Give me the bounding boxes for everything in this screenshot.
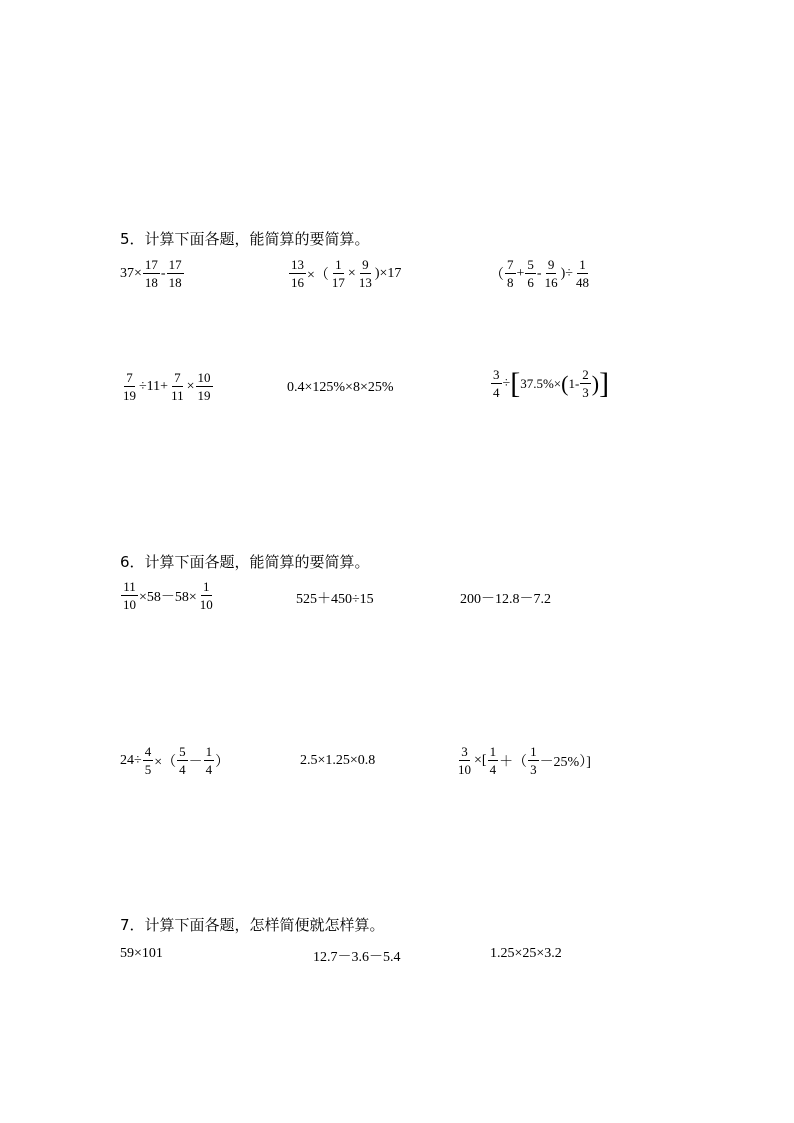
fraction [204, 745, 215, 776]
text: ×（ [154, 754, 177, 770]
numerator: 1 [579, 257, 586, 272]
denominator: 48 [575, 275, 589, 290]
denominator: 4 [493, 385, 500, 400]
section-5-heading: 5．计算下面各题，能简算的要简算。 [120, 230, 370, 248]
fraction [543, 258, 560, 289]
fraction [198, 580, 215, 611]
denominator: 10 [199, 597, 213, 612]
problem-5-4 [120, 371, 214, 402]
text: ＋（ [499, 754, 528, 770]
text: ×58－58× [139, 589, 197, 605]
text: 12.7－3.6－5.4 [313, 950, 401, 965]
text: 200－12.8－7.2 [460, 592, 551, 607]
text: × [186, 378, 195, 394]
text: 59×101 [120, 946, 163, 961]
numerator: 1 [489, 744, 497, 759]
text: 1.25×25×3.2 [490, 946, 562, 961]
numerator: 7 [174, 370, 181, 385]
numerator: 9 [547, 257, 555, 272]
numerator: 10 [197, 370, 211, 385]
fraction [528, 745, 539, 776]
problem-6-4 [120, 745, 229, 776]
fraction [574, 258, 591, 289]
numerator: 13 [291, 257, 304, 272]
denominator: 17 [331, 275, 345, 290]
denominator: 18 [168, 275, 182, 290]
fraction [177, 745, 188, 776]
fraction [121, 371, 138, 402]
problem-7-2 [313, 946, 401, 966]
fraction [357, 258, 374, 289]
text: ×[ [474, 752, 487, 768]
text: )×17 [374, 265, 402, 281]
text: 2.5×1.25×0.8 [300, 753, 376, 768]
numerator: 4 [144, 744, 152, 759]
denominator: 16 [544, 275, 558, 290]
problem-5-5 [287, 380, 394, 396]
text: 37.5%× [520, 375, 562, 391]
fraction [580, 368, 591, 399]
fraction [167, 258, 184, 289]
fraction [330, 258, 347, 289]
numerator: 9 [362, 257, 369, 272]
fraction [525, 258, 536, 289]
numerator: 1 [205, 744, 213, 759]
problem-6-3 [460, 588, 551, 608]
denominator: 4 [179, 762, 186, 777]
fraction [143, 258, 160, 289]
section-7-heading: 7．计算下面各题，怎样简便就怎样算。 [120, 916, 385, 934]
numerator: 3 [493, 367, 500, 382]
text: 0.4×125%×8×25% [287, 380, 394, 395]
numerator: 5 [179, 744, 186, 759]
numerator: 1 [203, 579, 210, 594]
denominator: 11 [171, 388, 184, 403]
numerator: 3 [461, 744, 468, 759]
right-paren: ) [591, 370, 600, 396]
fraction [121, 580, 138, 611]
fraction [143, 745, 154, 776]
right-bracket: ] [599, 366, 610, 400]
denominator: 18 [144, 275, 158, 290]
problem-5-2 [288, 258, 401, 289]
text: 37× [120, 265, 142, 281]
denominator: 8 [507, 275, 514, 290]
problem-7-1 [120, 946, 163, 962]
denominator: 3 [530, 762, 537, 777]
text: ×（ [307, 267, 329, 283]
numerator: 1 [335, 257, 342, 272]
left-paren: ( [561, 370, 569, 396]
fraction [491, 368, 502, 399]
text: （ [490, 267, 504, 283]
numerator: 7 [126, 370, 133, 385]
denominator: 13 [358, 275, 372, 290]
fraction [289, 258, 306, 289]
numerator: 2 [582, 367, 589, 382]
problem-5-6 [490, 368, 609, 399]
problem-5-3 [490, 258, 592, 289]
problem-6-6 [455, 745, 591, 776]
denominator: 5 [144, 762, 152, 777]
denominator: 10 [458, 762, 471, 777]
left-bracket: [ [510, 366, 521, 400]
fraction [169, 371, 186, 402]
fraction [456, 745, 473, 776]
denominator: 16 [291, 275, 304, 290]
fraction [505, 258, 516, 289]
text: 525＋450÷15 [296, 592, 374, 607]
text: + [516, 265, 525, 281]
text: - [536, 265, 542, 281]
numerator: 11 [123, 579, 136, 594]
section-6-heading: 6．计算下面各题，能简算的要简算。 [120, 553, 370, 571]
text: －25%）] [539, 754, 591, 770]
text: － [188, 754, 203, 770]
text: ） [215, 754, 230, 770]
text: ÷11+ [139, 378, 169, 394]
problem-6-5 [300, 753, 375, 769]
problem-6-1 [120, 580, 216, 611]
denominator: 6 [527, 275, 534, 290]
denominator: 10 [123, 597, 136, 612]
denominator: 19 [123, 388, 136, 403]
numerator: 17 [168, 257, 182, 272]
fraction [488, 745, 499, 776]
denominator: 4 [205, 762, 213, 777]
denominator: 3 [582, 385, 589, 400]
numerator: 5 [527, 257, 534, 272]
text: × [347, 265, 356, 281]
text: 1- [568, 375, 580, 391]
text: ÷ [502, 375, 511, 391]
fraction [196, 371, 213, 402]
text: )÷ [560, 265, 573, 281]
denominator: 19 [197, 388, 211, 403]
text: - [160, 265, 166, 281]
denominator: 4 [489, 762, 497, 777]
problem-6-2 [296, 588, 374, 608]
problem-7-3 [490, 946, 562, 962]
numerator: 1 [530, 744, 537, 759]
problem-5-1 [120, 258, 185, 289]
numerator: 17 [144, 257, 158, 272]
text: 24÷ [120, 752, 142, 768]
numerator: 7 [507, 257, 514, 272]
